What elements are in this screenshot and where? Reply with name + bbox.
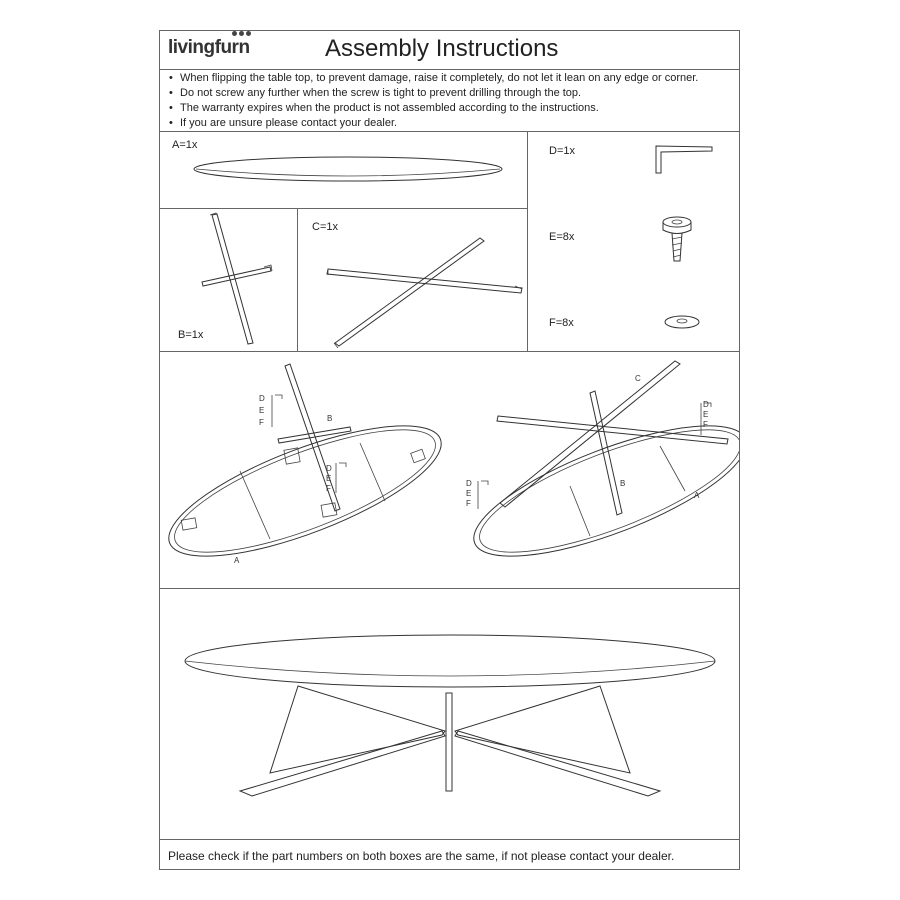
brand-logo: livingfurn [168, 37, 250, 58]
part-label-f: F=8x [549, 317, 574, 329]
note-item: • If you are unsure please contact your dealer. [166, 116, 736, 131]
step-label: F [703, 420, 708, 429]
step-label: E [703, 410, 709, 419]
step-label: C [635, 374, 641, 383]
note-item: • Do not screw any further when the screw is tight to prevent drilling through the top. [166, 86, 736, 101]
step-label: B [620, 479, 626, 488]
part-label-b: B=1x [178, 329, 204, 341]
step-label: D [703, 400, 709, 409]
part-label-e: E=8x [549, 231, 575, 243]
part-label-a: A=1x [172, 139, 198, 151]
assembled-table-drawing [185, 635, 715, 796]
step-label: D [466, 479, 472, 488]
step-label: B [327, 414, 333, 423]
drawings [160, 31, 739, 869]
step-1-drawing [160, 364, 455, 582]
base-b-drawing [202, 213, 272, 344]
step-label: E [259, 406, 265, 415]
part-label-d: D=1x [549, 145, 575, 157]
step-label: A [234, 556, 240, 565]
step-2-drawing [460, 361, 739, 582]
step-label: A [694, 491, 700, 500]
note-item: • When flipping the table top, to prevent damage, raise it completely, do not let it lean on any edge or corner. [166, 71, 736, 86]
page-title: Assembly Instructions [325, 35, 559, 62]
screw-icon [663, 217, 691, 261]
part-label-c: C=1x [312, 221, 338, 233]
step-label: F [259, 418, 264, 427]
step-label: E [466, 489, 472, 498]
washer-icon [665, 316, 699, 328]
step-label: D [259, 394, 265, 403]
footer-note: Please check if the part numbers on both boxes are the same, if not please contact your dealer. [168, 849, 675, 863]
note-item: • The warranty expires when the product is not assembled according to the instructions. [166, 101, 736, 116]
allen-key-icon [656, 146, 712, 173]
step-label: E [326, 474, 332, 483]
step-label: D [326, 464, 332, 473]
table-top-drawing [194, 157, 502, 181]
step-label: F [326, 484, 331, 493]
instruction-sheet [159, 30, 740, 870]
step-label: F [466, 499, 471, 508]
base-c-drawing [327, 238, 522, 348]
